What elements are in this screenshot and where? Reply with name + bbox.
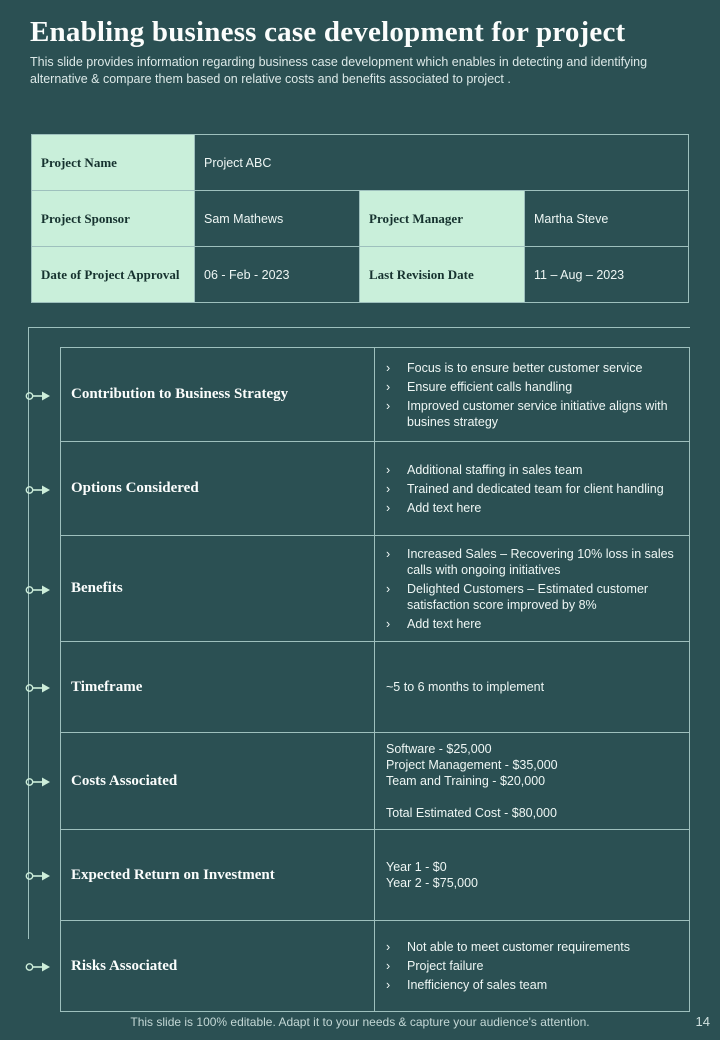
bullet-marker-icon: › xyxy=(386,481,391,496)
bullet-item xyxy=(386,958,681,974)
detail-row-label: Risks Associated xyxy=(61,921,375,1011)
info-label-cell: Project Name xyxy=(32,135,195,191)
info-value-cell: 06 - Feb - 2023 xyxy=(195,247,360,303)
info-value-cell: Project ABC xyxy=(195,135,689,191)
bullet-text: Improved customer service initiative aligns with busines strategy xyxy=(407,398,668,429)
bullet-marker-icon: › xyxy=(386,616,391,631)
row-arrow-icon xyxy=(25,681,51,693)
detail-row-label: Costs Associated xyxy=(61,733,375,829)
detail-row xyxy=(61,733,689,830)
bullet-item xyxy=(386,616,681,632)
bullet-marker-icon: › xyxy=(386,978,391,992)
bullet-item xyxy=(386,977,681,993)
text-line: Total Estimated Cost - $80,000 xyxy=(386,806,557,820)
detail-row-label: Options Considered xyxy=(61,442,375,535)
bullet-marker-icon: › xyxy=(386,398,391,413)
bullet-text: Ensure efficient calls handling xyxy=(407,379,573,394)
detail-row-content xyxy=(375,348,689,441)
bullet-item xyxy=(386,360,681,376)
info-value-cell: 11 – Aug – 2023 xyxy=(525,247,689,303)
page-subtitle: This slide provides information regarding business case development which enables in detecting and identifying alternative & compare them based on relative costs and benefits associated to project . xyxy=(30,55,648,86)
info-table-row xyxy=(32,191,689,247)
detail-row-label: Contribution to Business Strategy xyxy=(61,348,375,441)
detail-row xyxy=(61,921,689,1011)
bracket-top-line xyxy=(28,327,690,328)
text-line: Team and Training - $20,000 xyxy=(386,774,546,788)
info-table-row xyxy=(32,135,689,191)
detail-row-content xyxy=(375,733,689,829)
bullet-marker-icon: › xyxy=(386,500,391,515)
text-line xyxy=(386,789,681,805)
row-arrow-icon xyxy=(25,869,51,881)
bullet-marker-icon: › xyxy=(386,546,391,561)
bullet-marker-icon: › xyxy=(386,379,391,394)
detail-row-label: Expected Return on Investment xyxy=(61,830,375,920)
bullet-marker-icon: › xyxy=(386,360,391,375)
page-title: Enabling business case development for project xyxy=(30,16,626,48)
bullet-marker-icon: › xyxy=(386,462,391,477)
detail-row xyxy=(61,536,689,642)
bullet-item xyxy=(386,500,681,516)
bullet-text: Not able to meet customer requirements xyxy=(407,940,631,954)
business-case-section xyxy=(60,347,690,1012)
info-label-cell: Project Sponsor xyxy=(32,191,195,247)
detail-row-content xyxy=(375,642,689,732)
detail-row xyxy=(61,348,689,442)
detail-row-content xyxy=(375,442,689,535)
text-line: ~5 to 6 months to implement xyxy=(386,680,545,694)
bullet-marker-icon: › xyxy=(386,959,391,973)
detail-row-label: Timeframe xyxy=(61,642,375,732)
bullet-text: Add text here xyxy=(407,616,482,631)
detail-row-label: Benefits xyxy=(61,536,375,641)
info-label-cell: Project Manager xyxy=(360,191,525,247)
bullet-text: Project failure xyxy=(407,959,484,973)
bullet-item xyxy=(386,379,681,395)
bullet-text: Trained and dedicated team for client handling xyxy=(407,481,664,496)
page-number: 14 xyxy=(695,1014,710,1029)
text-line: Year 1 - $0 xyxy=(386,860,447,874)
bullet-item xyxy=(386,939,681,955)
bullet-text: Add text here xyxy=(407,500,482,515)
row-arrow-icon xyxy=(25,583,51,595)
info-value-cell: Martha Steve xyxy=(525,191,689,247)
info-table-row xyxy=(32,247,689,303)
bullet-marker-icon: › xyxy=(386,581,391,596)
bullet-text: Additional staffing in sales team xyxy=(407,462,583,477)
text-line: Project Management - $35,000 xyxy=(386,758,558,772)
bullet-text: Increased Sales – Recovering 10% loss in sales calls with ongoing initiatives xyxy=(407,546,674,577)
row-arrow-icon xyxy=(25,960,51,972)
bullet-text: Delighted Customers – Estimated customer satisfaction score improved by 8% xyxy=(407,581,649,612)
info-label-cell: Last Revision Date xyxy=(360,247,525,303)
detail-row-content xyxy=(375,921,689,1011)
business-case-table xyxy=(60,347,690,1012)
detail-row xyxy=(61,642,689,733)
editable-note: This slide is 100% editable. Adapt it to your needs & capture your audience's attention. xyxy=(130,1015,590,1029)
info-label-cell: Date of Project Approval xyxy=(32,247,195,303)
detail-row xyxy=(61,442,689,536)
row-arrow-icon xyxy=(25,483,51,495)
detail-row-content xyxy=(375,830,689,920)
detail-row-content xyxy=(375,536,689,641)
bullet-text: Focus is to ensure better customer service xyxy=(407,360,643,375)
bullet-item xyxy=(386,481,681,497)
bullet-marker-icon: › xyxy=(386,940,391,954)
detail-row xyxy=(61,830,689,921)
text-line: Year 2 - $75,000 xyxy=(386,876,478,890)
bullet-item xyxy=(386,581,681,613)
info-value-cell: Sam Mathews xyxy=(195,191,360,247)
bracket-side-line xyxy=(28,327,29,939)
text-line: Software - $25,000 xyxy=(386,742,492,756)
project-info-table xyxy=(31,134,689,303)
bullet-item xyxy=(386,462,681,478)
row-arrow-icon xyxy=(25,775,51,787)
bullet-text: Inefficiency of sales team xyxy=(407,978,548,992)
bullet-item xyxy=(386,546,681,578)
row-arrow-icon xyxy=(25,389,51,401)
bullet-item xyxy=(386,398,681,430)
